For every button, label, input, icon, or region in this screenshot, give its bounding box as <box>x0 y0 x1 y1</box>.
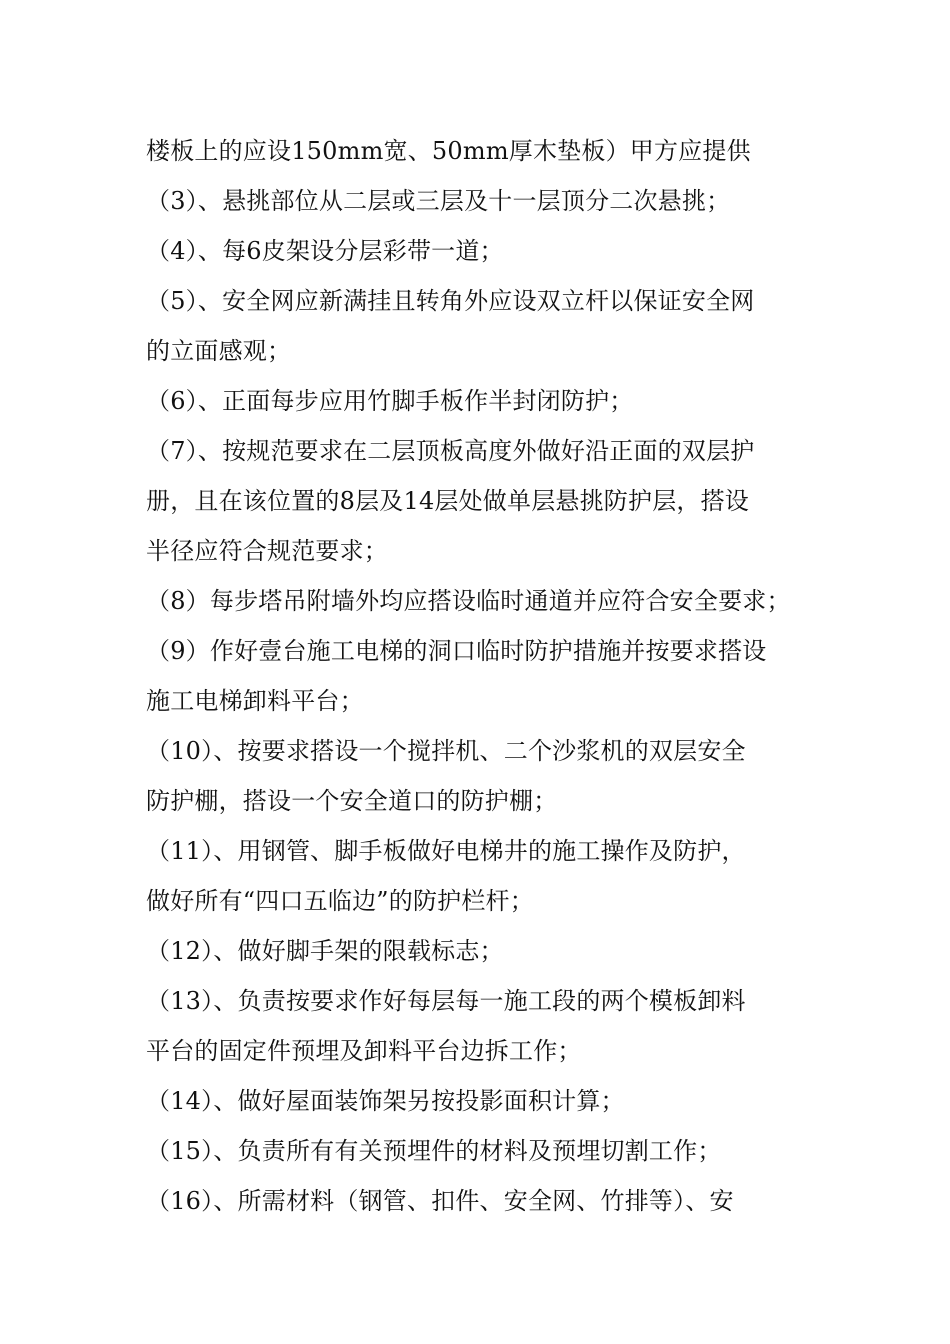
text-line: （10）、按要求搭设一个搅拌机、二个沙浆机的双层安全 <box>146 737 746 765</box>
text-line: （14）、做好屋面装饰架另按投影面积计算； <box>146 1087 625 1115</box>
text-line: （7）、按规范要求在二层顶板高度外做好沿正面的双层护 <box>146 437 755 465</box>
text-line: （6）、正面每步应用竹脚手板作半封闭防护； <box>146 387 634 415</box>
text-line: 平台的固定件预埋及卸料平台边拆工作； <box>146 1037 582 1065</box>
text-line: 施工电梯卸料平台； <box>146 687 364 715</box>
text-line: （15）、负责所有有关预埋件的材料及预埋切割工作； <box>146 1137 722 1165</box>
text-line: （9）作好壹台施工电梯的洞口临时防护措施并按要求搭设 <box>146 637 767 665</box>
text-line: 防护棚，搭设一个安全道口的防护棚； <box>146 787 558 815</box>
text-line: （4）、每6皮架设分层彩带一道； <box>146 237 504 265</box>
text-line: （3）、悬挑部位从二层或三层及十一层顶分二次悬挑； <box>146 187 731 215</box>
text-line: 楼板上的应设150mm宽、50mm厚木垫板）甲方应提供 <box>146 137 751 165</box>
text-line: （16）、所需材料（钢管、扣件、安全网、竹排等）、安 <box>146 1187 734 1215</box>
text-line: 半径应符合规范要求； <box>146 537 388 565</box>
text-line: 做好所有“四口五临边”的防护栏杆； <box>146 887 534 915</box>
text-line: 册，且在该位置的8层及14层处做单层悬挑防护层，搭设 <box>146 487 750 515</box>
text-line: （5）、安全网应新满挂且转角外应设双立杆以保证安全网 <box>146 287 755 315</box>
text-line: （13）、负责按要求作好每层每一施工段的两个模板卸料 <box>146 987 746 1015</box>
text-line: 的立面感观； <box>146 337 292 365</box>
text-line: （12）、做好脚手架的限载标志； <box>146 937 504 965</box>
document-body <box>146 126 816 1226</box>
text-line: （11）、用钢管、脚手板做好电梯井的施工操作及防护， <box>146 837 746 865</box>
text-line: （8）每步塔吊附墙外均应搭设临时通道并应符合安全要求； <box>146 587 791 615</box>
